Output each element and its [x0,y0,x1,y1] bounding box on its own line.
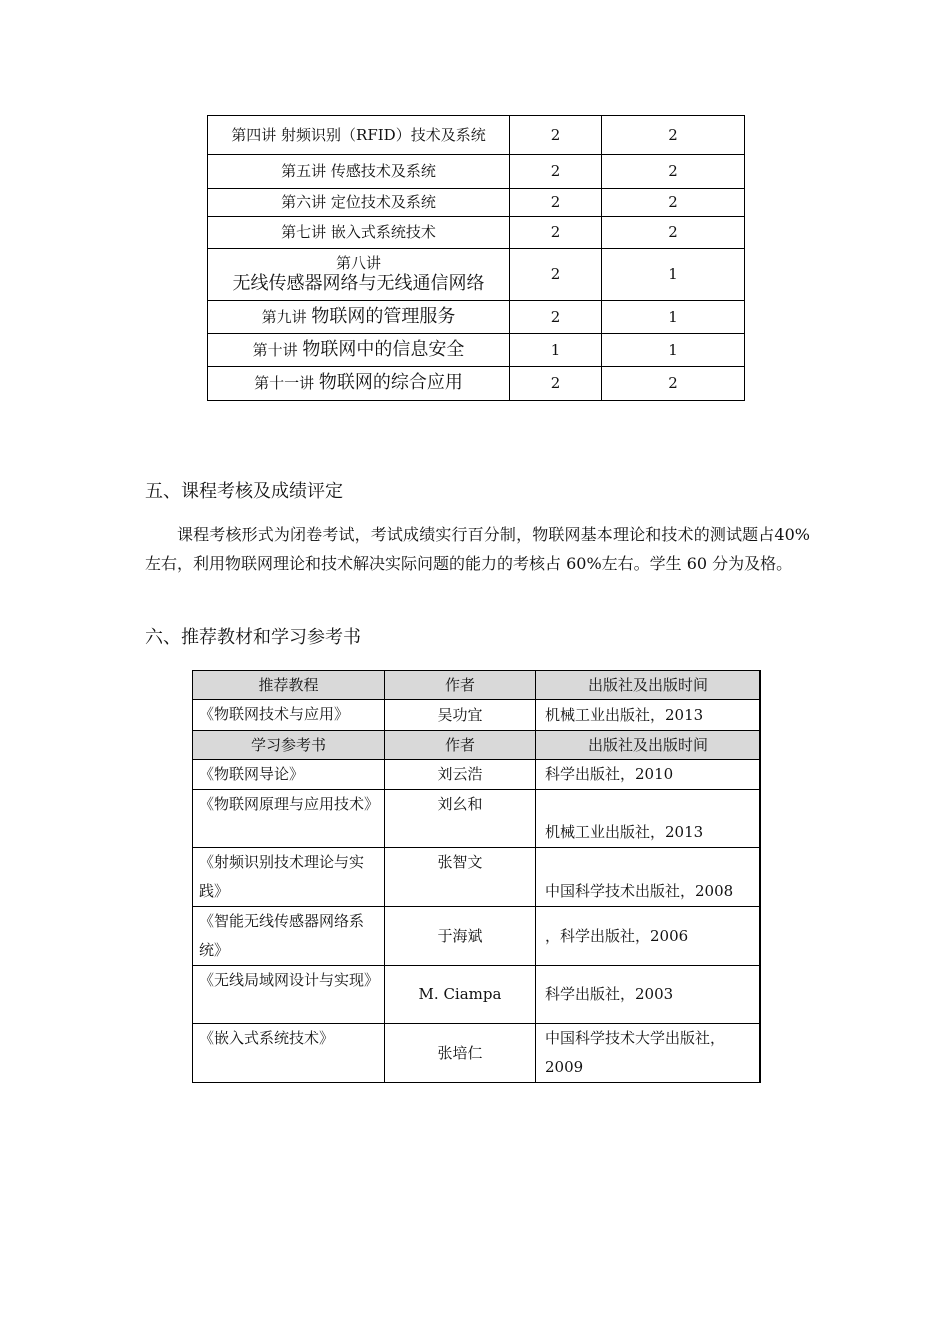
book-title: 《无线局域网设计与实现》 [193,966,385,1024]
lecture-hours-1: 2 [510,155,602,189]
table-border [759,670,761,1083]
lecture-name: 无线传感器网络与无线通信网络 [232,272,485,294]
book-title: 《物联网原理与应用技术》 [193,790,385,848]
lecture-hours-2: 2 [602,155,745,189]
lecture-title: 第四讲 射频识别（RFID）技术及系统 [208,116,510,155]
table-row [208,301,745,334]
book-publisher: 科学出版社，2010 [536,760,761,790]
lecture-name: 物联网中的信息安全 [302,338,465,360]
lecture-hours-1: 2 [510,367,602,401]
table-row [193,790,761,848]
book-publisher: 机械工业出版社，2013 [536,700,761,731]
lecture-hours-2: 1 [602,334,745,367]
lecture-hours-1: 2 [510,301,602,334]
lecture-title [208,334,510,367]
column-header: 作者 [385,731,536,760]
textbook-table [192,670,761,1083]
lecture-hours-2: 2 [602,189,745,217]
table-row [193,1024,761,1083]
table-row [208,367,745,401]
book-title: 《智能无线传感器网络系统》 [193,907,385,966]
book-publisher: ，科学出版社，2006 [536,907,761,966]
lecture-title [208,367,510,401]
table-row [208,249,745,301]
lecture-hours-1: 2 [510,217,602,249]
lecture-number: 第十一讲 [254,374,315,393]
lecture-hours-2: 2 [602,217,745,249]
lecture-hours-1: 2 [510,249,602,301]
lecture-name: 物联网的综合应用 [318,372,463,394]
column-header: 推荐教程 [193,671,385,700]
table-row [208,217,745,249]
lecture-table [207,115,745,401]
lecture-title [208,301,510,334]
column-header: 出版社及出版时间 [536,671,761,700]
table-row [193,907,761,966]
table-row [208,189,745,217]
assessment-paragraph: 课程考核形式为闭卷考试，考试成绩实行百分制，物联网基本理论和技术的测试题占40%左右，利用物联网理论和技术解决实际问题的能力的考核占 60%左右。学生 60 分为及格。 [145,525,810,573]
column-header: 作者 [385,671,536,700]
lecture-hours-2: 2 [602,116,745,155]
book-publisher: 科学出版社，2003 [536,966,761,1024]
section-heading-textbooks: 六、推荐教材和学习参考书 [145,627,361,648]
lecture-hours-2: 1 [602,301,745,334]
lecture-hours-2: 2 [602,367,745,401]
book-publisher: 机械工业出版社，2013 [536,790,761,848]
book-title: 《物联网技术与应用》 [193,700,385,731]
table-header-row [193,731,761,760]
lecture-title: 第五讲 传感技术及系统 [208,155,510,189]
book-title: 《物联网导论》 [193,760,385,790]
section-heading-assessment: 五、课程考核及成绩评定 [145,481,343,502]
table-row [193,966,761,1024]
table-row [208,155,745,189]
column-header: 学习参考书 [193,731,385,760]
book-title: 《嵌入式系统技术》 [193,1024,385,1083]
book-author: 张培仁 [385,1024,536,1083]
table-row [193,848,761,907]
lecture-name: 物联网的管理服务 [311,305,456,327]
book-publisher: 中国科学技术出版社，2008 [536,848,761,907]
table-header-row [193,671,761,700]
lecture-hours-2: 1 [602,249,745,301]
lecture-hours-1: 1 [510,334,602,367]
lecture-number: 第八讲 [335,253,381,272]
table-row [193,700,761,731]
book-author: 张智文 [385,848,536,907]
table-row [208,334,745,367]
lecture-number: 第九讲 [261,307,307,326]
lecture-title: 第六讲 定位技术及系统 [208,189,510,217]
lecture-title [208,249,510,301]
book-title: 《射频识别技术理论与实践》 [193,848,385,907]
book-author: 刘云浩 [385,760,536,790]
lecture-number: 第十讲 [252,340,298,359]
book-publisher: 中国科学技术大学出版社，2009 [536,1024,761,1083]
lecture-title: 第七讲 嵌入式系统技术 [208,217,510,249]
book-author: M. Ciampa [385,966,536,1024]
table-row [208,116,745,155]
lecture-hours-1: 2 [510,116,602,155]
book-author: 吴功宜 [385,700,536,731]
book-author: 于海斌 [385,907,536,966]
table-row [193,760,761,790]
column-header: 出版社及出版时间 [536,731,761,760]
lecture-hours-1: 2 [510,189,602,217]
book-author: 刘幺和 [385,790,536,848]
